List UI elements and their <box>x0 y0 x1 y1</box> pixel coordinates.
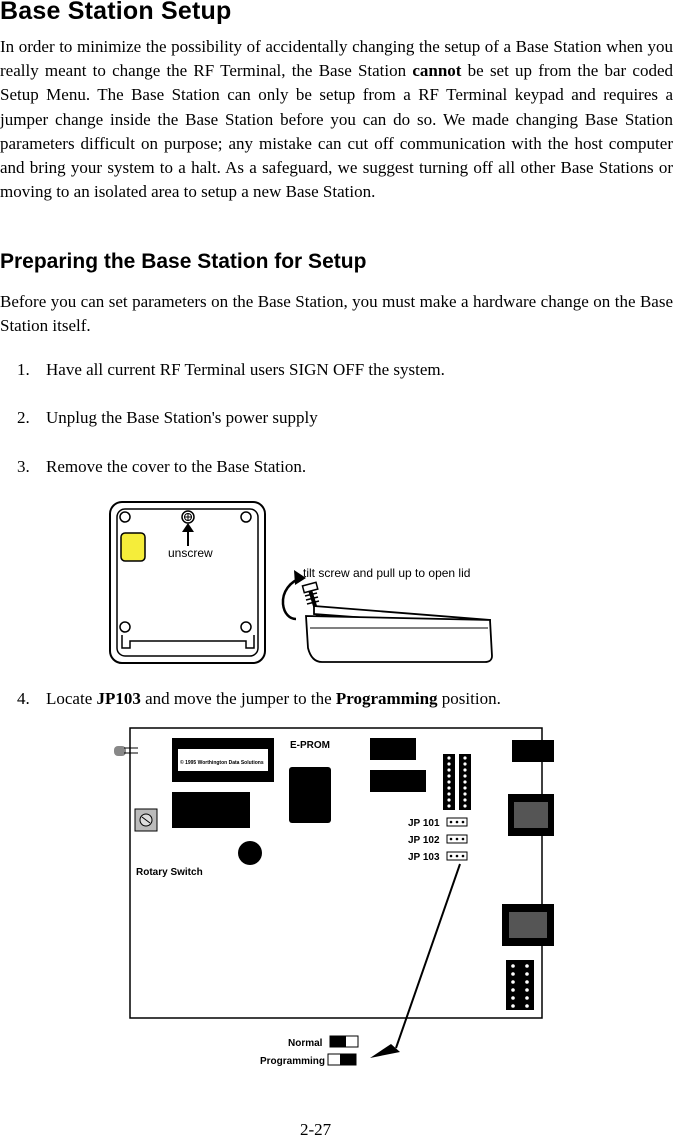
jp102-label: JP 102 <box>408 835 440 846</box>
header-pin <box>447 762 450 765</box>
rj-connector-port <box>509 912 547 938</box>
programming-jumper-cap <box>340 1054 356 1065</box>
circuit-board-figure <box>108 722 558 1072</box>
step-text-part: and move the jumper to the <box>140 689 336 708</box>
header-pin <box>463 756 466 759</box>
tilt-label: tilt screw and pull up to open lid <box>303 566 471 580</box>
header-pin <box>447 780 450 783</box>
step-text <box>46 688 501 710</box>
jumper-pin <box>450 855 453 858</box>
jumper-pin <box>456 821 459 824</box>
header-pin <box>463 762 466 765</box>
header-pin <box>447 786 450 789</box>
power-connector <box>512 740 554 762</box>
header-pin <box>463 768 466 771</box>
position-name: Programming <box>335 689 438 708</box>
header-pin <box>463 798 466 801</box>
header-pin <box>463 786 466 789</box>
rotary-switch-label: Rotary Switch <box>136 867 203 878</box>
normal-label: Normal <box>288 1038 323 1049</box>
jp103-label: JP 103 <box>408 852 440 863</box>
jumper-pin <box>450 821 453 824</box>
step-number: 1. <box>17 360 30 379</box>
jp101-label: JP 101 <box>408 818 440 829</box>
center-screw-icon <box>182 511 194 523</box>
header-pin <box>511 972 515 976</box>
step-text: Unplug the Base Station's power supply <box>46 408 318 427</box>
intro-text-start: In order to minimize the possibility of accidentally changing the setup of a Base Station when you really meant to change the RF Terminal, the Base Station <box>0 37 673 81</box>
header-pin <box>447 792 450 795</box>
header-pin <box>525 996 529 1000</box>
intro-text-end: be set up from the bar coded Setup Menu. The Base Station can only be setup from a RF Terminal keypad and requires a jumper change inside the Base Station before you can do so. We made changing Base Station parameters difficult on purpose; any mistake can cut off communication with the host computer and bring your system to a halt. As a safeguard, we suggest turning off all other Base Stations or moving to an isolated area to setup a new Base Station. <box>0 61 674 202</box>
section-heading: Preparing the Base Station for Setup <box>0 250 367 273</box>
pointer-arrow-icon <box>370 1044 400 1058</box>
jumper-pin <box>462 855 465 858</box>
small-chip <box>370 738 416 760</box>
header-pin <box>447 798 450 801</box>
prep-paragraph: Before you can set parameters on the Base Station, you must make a hardware change on the Base Station itself. <box>0 292 673 336</box>
base-side-body <box>306 616 492 662</box>
header-pin <box>463 774 466 777</box>
header-pin <box>447 774 450 777</box>
normal-jumper-cap <box>330 1036 346 1047</box>
header-pin <box>525 964 529 968</box>
jumper-pin <box>456 855 459 858</box>
header-pin <box>447 756 450 759</box>
page-number: 2-27 <box>300 1120 332 1139</box>
page-title: Base Station Setup <box>0 0 232 25</box>
header-pin <box>525 972 529 976</box>
intro-paragraph <box>0 35 673 204</box>
jumper-pin <box>456 838 459 841</box>
step-text-part: Locate <box>46 689 97 708</box>
rj-connector-port <box>514 802 548 828</box>
header-pin <box>511 996 515 1000</box>
eprom-label: E-PROM <box>290 740 330 751</box>
header-pin <box>525 1004 529 1008</box>
jumper-name: JP103 <box>96 689 141 708</box>
intro-bold-word: cannot <box>412 61 462 81</box>
header-pin <box>447 804 450 807</box>
unscrew-label: unscrew <box>168 546 213 560</box>
jumper-pin <box>462 838 465 841</box>
step-number: 2. <box>17 408 30 427</box>
lid-removal-figure <box>100 496 500 668</box>
header-pin <box>525 988 529 992</box>
step-number: 4. <box>17 689 30 708</box>
rotate-arrow-icon <box>283 578 302 619</box>
header-pin <box>525 980 529 984</box>
header-pin <box>511 964 515 968</box>
yellow-indicator <box>121 533 145 561</box>
step-text: Remove the cover to the Base Station. <box>46 457 307 476</box>
copyright-label: © 1995 Worthington Data Solutions <box>180 760 264 766</box>
small-chip <box>370 770 426 792</box>
header-pin <box>447 768 450 771</box>
header-pin <box>511 1004 515 1008</box>
header-pin <box>463 780 466 783</box>
jumper-pin <box>450 838 453 841</box>
step-text: Have all current RF Terminal users SIGN OFF the system. <box>46 360 445 379</box>
step-number: 3. <box>17 457 30 476</box>
header-pin <box>511 988 515 992</box>
ram-chip <box>172 792 250 828</box>
header-pin <box>463 792 466 795</box>
header-block <box>506 960 534 1010</box>
header-pin <box>511 980 515 984</box>
processor-chip <box>289 767 331 823</box>
capacitor <box>238 841 262 865</box>
step-text-part: position. <box>437 689 501 708</box>
jumper-pin <box>462 821 465 824</box>
header-pin <box>463 804 466 807</box>
programming-label: Programming <box>260 1056 326 1067</box>
